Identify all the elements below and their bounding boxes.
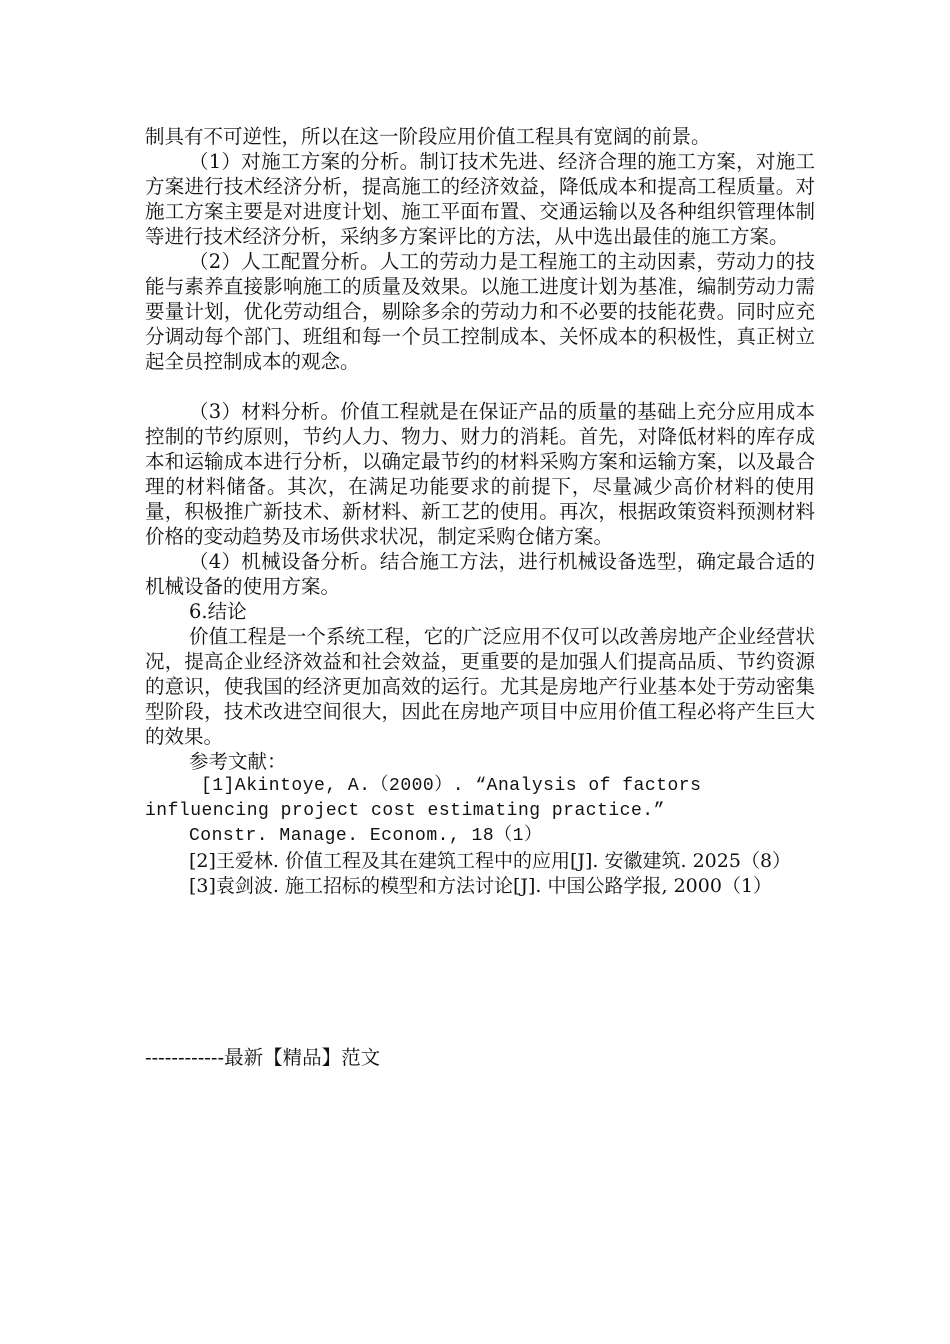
paragraph-gap — [145, 374, 815, 399]
paragraph-materials: （3）材料分析。价值工程就是在保证产品的质量的基础上充分应用成本控制的节约原则，节约人力、物力、财力的消耗。首先，对降低材料的库存成本和运输成本进行分析，以确定最节约的材料采购方案和运输方案，以及最合理的材料储备。其次，在满足功能要求的前提下，尽量减少高价材料的使用量，积极推广新技术、新材料、新工艺的使用。再次，根据政策资料预测材料价格的变动趋势及市场供求状况，制定采购仓储方案。 — [145, 400, 815, 548]
paragraph-labor-allocation: （2）人工配置分析。人工的劳动力是工程施工的主动因素，劳动力的技能与素养直接影响施工的质量及效果。以施工进度计划为基准，编制劳动力需要量计划，优化劳动组合，剔除多余的劳动力和不必要的技能花费。同时应充分调动每个部门、班组和每一个员工控制成本、关怀成本的积极性，真正树立起全员控制成本的观念。 — [145, 250, 815, 373]
paragraph-conclusion: 价值工程是一个系统工程，它的广泛应用不仅可以改善房地产企业经营状况，提高企业经济效益和社会效益，更重要的是加强人们提高品质、节约资源的意识，使我国的经济更加高效的运行。尤其是房地产行业基本处于劳动密集型阶段，技术改进空间很大，因此在房地产项目中应用价值工程必将产生巨大的效果。 — [145, 625, 815, 748]
reference-1-line-1: [1]Akintoye, A.（2000）. “Analysis of factors — [201, 776, 702, 796]
document-body — [145, 124, 815, 899]
section-heading-conclusion: 6.结论 — [189, 600, 247, 623]
footer-banner: ------------最新【精品】范文 — [145, 1046, 381, 1069]
reference-1-line-2: influencing project cost estimating practice.” — [145, 801, 665, 821]
paragraph-construction-plan: （1）对施工方案的分析。制订技术先进、经济合理的施工方案，对施工方案进行技术经济分析，提高施工的经济效益，降低成本和提高工程质量。对施工方案主要是对进度计划、施工平面布置、交通运输以及各种组织管理体制等进行技术经济分析，采纳多方案评比的方法，从中选出最佳的施工方案。 — [145, 150, 815, 248]
reference-1-line-3: Constr. Manage. Econom., 18（1） — [189, 826, 543, 846]
reference-2: [2]王爱林. 价值工程及其在建筑工程中的应用[J]. 安徽建筑. 2025（8） — [189, 850, 792, 872]
reference-3: [3]袁剑波. 施工招标的模型和方法讨论[J]. 中国公路学报, 2000（1） — [189, 875, 773, 897]
paragraph-intro-tail: 制具有不可逆性，所以在这一阶段应用价值工程具有宽阔的前景。 — [145, 125, 711, 148]
section-heading-references: 参考文献： — [189, 750, 287, 773]
paragraph-machinery: （4）机械设备分析。结合施工方法，进行机械设备选型，确定最合适的机械设备的使用方案。 — [145, 550, 815, 598]
